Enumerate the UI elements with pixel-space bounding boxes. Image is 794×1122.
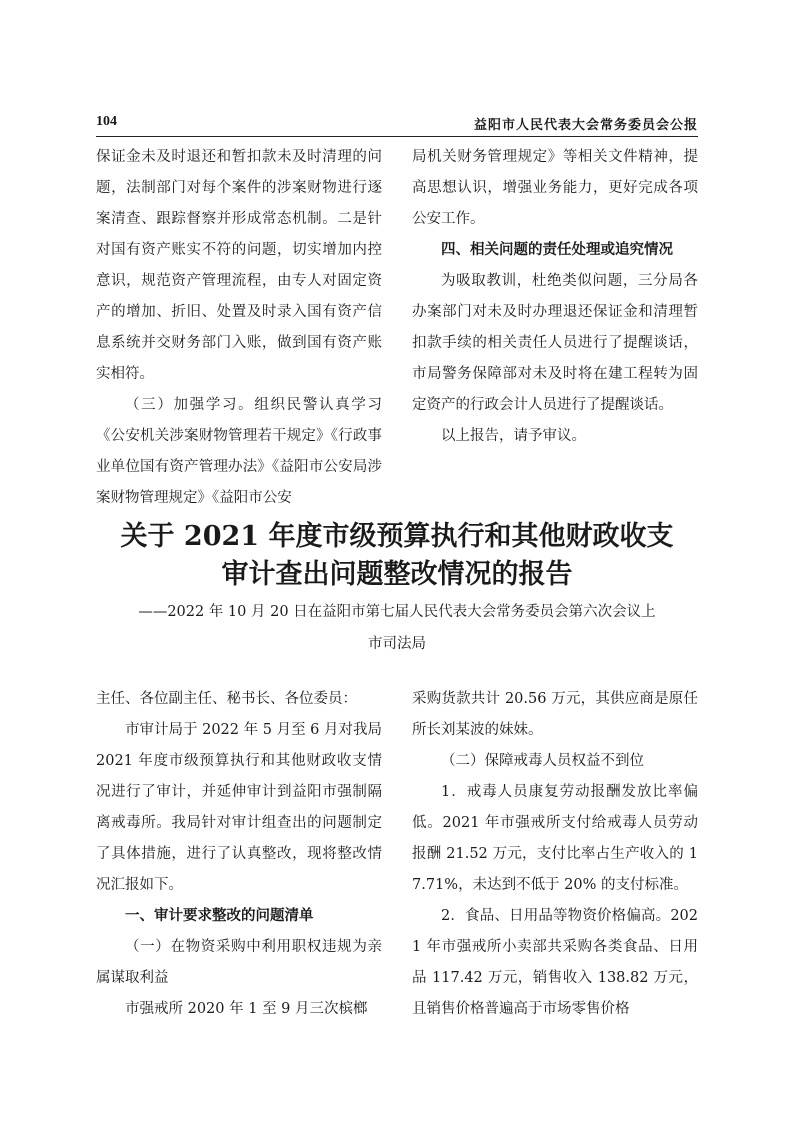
section-heading: 一、审计要求整改的问题清单 [125, 908, 314, 924]
subsection-heading: （三）加强学习。组织民警认真学习《公安机关涉案财物管理若干规定》《行政事业单位国有资产管理办法》《益阳市公安局涉案财物管理规定》《益阳市公安 [96, 397, 382, 506]
lower-right-column [412, 684, 698, 1025]
upper-left-column [96, 142, 382, 514]
paragraph: 保证金未及时退还和暂扣款未及时清理的问题，法制部门对每个案件的涉案财物进行逐案清查、跟踪督察并形成常态机制。二是针对国有资产账实不符的问题，切实增加内控意识，规范资产管理流程，由专人对固定资产的增加、折旧、处置及时录入国有资产信息系统并交财务部门入账，做到国有资产账实相符。 [96, 149, 382, 382]
report-title [80, 518, 714, 594]
subsection-heading: （一）在物资采购中利用职权违规为亲属谋取利益 [96, 939, 382, 986]
paragraph: 局机关财务管理规定》等相关文件精神，提高思想认识，增强业务能力，更好完成各项公安工作。 [412, 149, 698, 227]
section-heading: 四、相关问题的责任处理或追究情况 [441, 242, 673, 258]
journal-name: 益阳市人民代表大会常务委员会公报 [473, 118, 698, 133]
report-subtitle: ——2022 年 10 月 20 日在益阳市第七届人民代表大会常务委员会第六次会议上 [138, 604, 656, 620]
paragraph: 市强戒所 2020 年 1 至 9 月三次槟榔 [125, 1001, 368, 1017]
paragraph: 采购货款共计 20.56 万元，其供应商是原任所长刘某波的妹妹。 [412, 691, 698, 738]
title-line: 审计查出问题整改情况的报告 [221, 559, 573, 590]
paragraph: 2．食品、日用品等物资价格偏高。2021 年市强戒所小卖部共采购各类食品、日用品 117.42 万元，销售收入 138.82 万元，且销售价格普遍高于市场零售价格 [412, 908, 698, 1017]
paragraph: 1．戒毒人员康复劳动报酬发放比率偏低。2021 年市强戒所支付给戒毒人员劳动报酬 21.52 万元，支付比率占生产收入的 17.71%，未达到不低于 20% 的支付标准。 [412, 784, 698, 893]
salutation: 主任、各位副主任、秘书长、各位委员： [96, 691, 357, 707]
page-number: 104 [96, 114, 117, 129]
paragraph: 以上报告，请予审议。 [441, 428, 586, 444]
subsection-heading: （二）保障戒毒人员权益不到位 [441, 753, 644, 769]
upper-right-column [412, 142, 698, 452]
title-line: 关于 2021 年度市级预算执行和其他财政收支 [120, 521, 674, 552]
lower-left-column [96, 684, 382, 1025]
paragraph: 市审计局于 2022 年 5 月至 6 月对我局 2021 年度市级预算执行和其他财政收支情况进行了审计，并延伸审计到益阳市强制隔离戒毒所。我局针对审计组查出的问题制定了具体措施，进行了认真整改，现将整改情况汇报如下。 [96, 722, 383, 893]
paragraph: 为吸取教训，杜绝类似问题，三分局各办案部门对未及时办理退还保证金和清理暂扣款手续的相关责任人员进行了提醒谈话，市局警务保障部对未及时将在建工程转为固定资产的行政会计人员进行了提醒谈话。 [412, 273, 698, 413]
page-header [96, 110, 698, 137]
report-author: 市司法局 [368, 636, 426, 652]
